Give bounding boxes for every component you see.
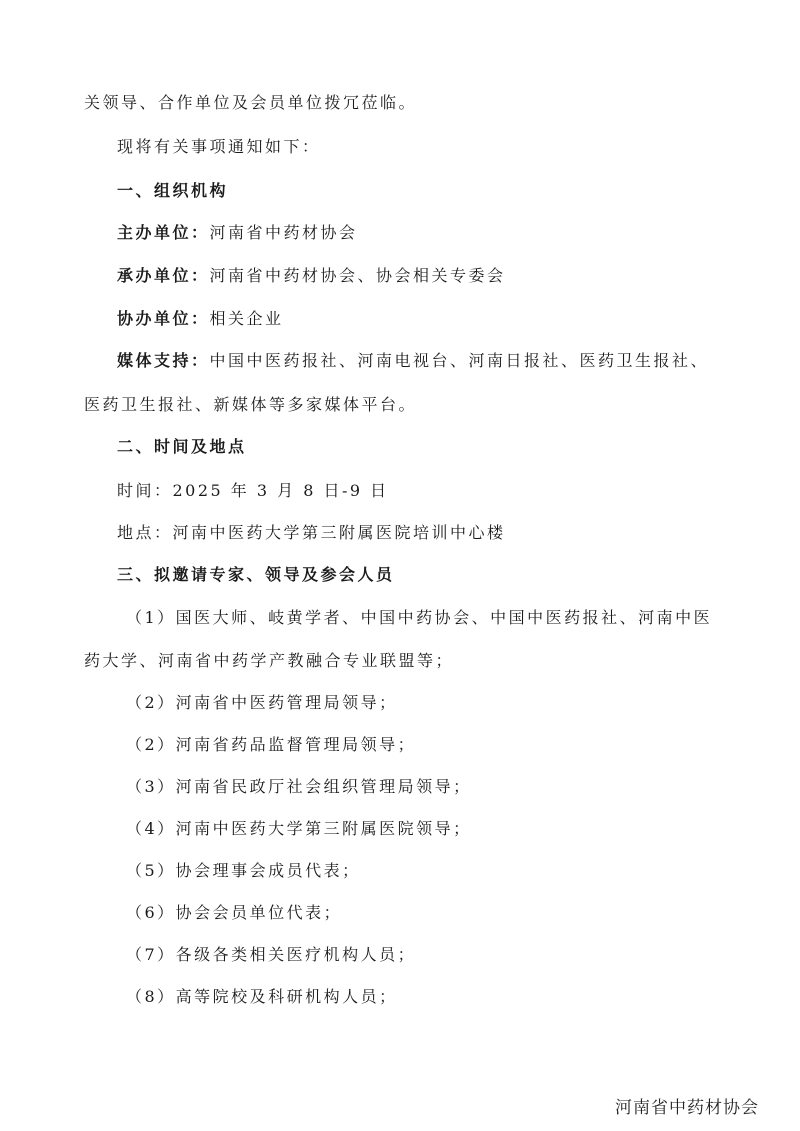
heading-text: 三、拟邀请专家、领导及参会人员 xyxy=(117,565,395,584)
media-support-line xyxy=(117,350,709,372)
field-label: 媒体支持： xyxy=(117,351,210,370)
list-item-text: （4）河南中医药大学第三附属医院领导； xyxy=(126,819,472,838)
list-item xyxy=(126,860,361,882)
co-organizer-line xyxy=(117,308,284,330)
section-heading-organization xyxy=(117,180,228,202)
list-item xyxy=(126,776,472,798)
list-item-text: 药大学、河南省中药学产教融合专业联盟等； xyxy=(84,651,455,670)
list-item xyxy=(126,986,398,1008)
paragraph-text: 关领导、合作单位及会员单位拨冗莅临。 xyxy=(84,93,418,112)
list-item-text: （7）各级各类相关医疗机构人员； xyxy=(126,945,417,964)
organizer-line xyxy=(117,222,358,244)
paragraph-text: 医药卫生报社、新媒体等多家媒体平台。 xyxy=(84,395,418,414)
paragraph-text: 时间：2025 年 3 月 8 日-9 日 xyxy=(117,481,389,500)
list-item xyxy=(126,692,398,714)
list-item xyxy=(126,607,712,629)
notice-intro-line xyxy=(117,136,321,158)
heading-text: 一、组织机构 xyxy=(117,181,229,200)
list-item-text: （2）河南省中医药管理局领导； xyxy=(126,693,398,712)
host-line xyxy=(117,265,506,287)
heading-text: 二、时间及地点 xyxy=(117,437,247,456)
field-value: 河南省中药材协会、协会相关专委会 xyxy=(209,266,506,285)
list-item xyxy=(126,944,416,966)
time-line xyxy=(117,480,389,502)
list-item-text: （8）高等院校及科研机构人员； xyxy=(126,987,398,1006)
intro-continuation-line xyxy=(84,92,417,114)
list-item xyxy=(126,734,416,756)
list-item-continuation xyxy=(84,650,454,672)
paragraph-text: 地点：河南中医药大学第三附属医院培训中心楼 xyxy=(117,523,506,542)
field-label: 承办单位： xyxy=(117,266,210,285)
field-value: 中国中医药报社、河南电视台、河南日报社、医药卫生报社、 xyxy=(209,351,710,370)
field-value: 河南省中药材协会 xyxy=(209,223,358,242)
list-item-text: （1）国医大师、岐黄学者、中国中药协会、中国中医药报社、河南中医 xyxy=(126,608,713,627)
field-label: 主办单位： xyxy=(117,223,210,242)
list-item-text: （3）河南省民政厅社会组织管理局领导； xyxy=(126,777,472,796)
place-line xyxy=(117,522,506,544)
footer-organization-name: 河南省中药材协会 xyxy=(615,1098,759,1118)
list-item-text: （5）协会理事会成员代表； xyxy=(126,861,361,880)
list-item xyxy=(126,902,342,924)
list-item xyxy=(126,818,472,840)
media-support-continuation xyxy=(84,394,417,416)
paragraph-text: 现将有关事项通知如下： xyxy=(117,137,321,156)
section-heading-time-place xyxy=(117,436,247,458)
section-heading-invitees xyxy=(117,564,395,586)
field-value: 相关企业 xyxy=(209,309,284,328)
list-item-text: （2）河南省药品监督管理局领导； xyxy=(126,735,417,754)
list-item-text: （6）协会会员单位代表； xyxy=(126,903,343,922)
field-label: 协办单位： xyxy=(117,309,210,328)
